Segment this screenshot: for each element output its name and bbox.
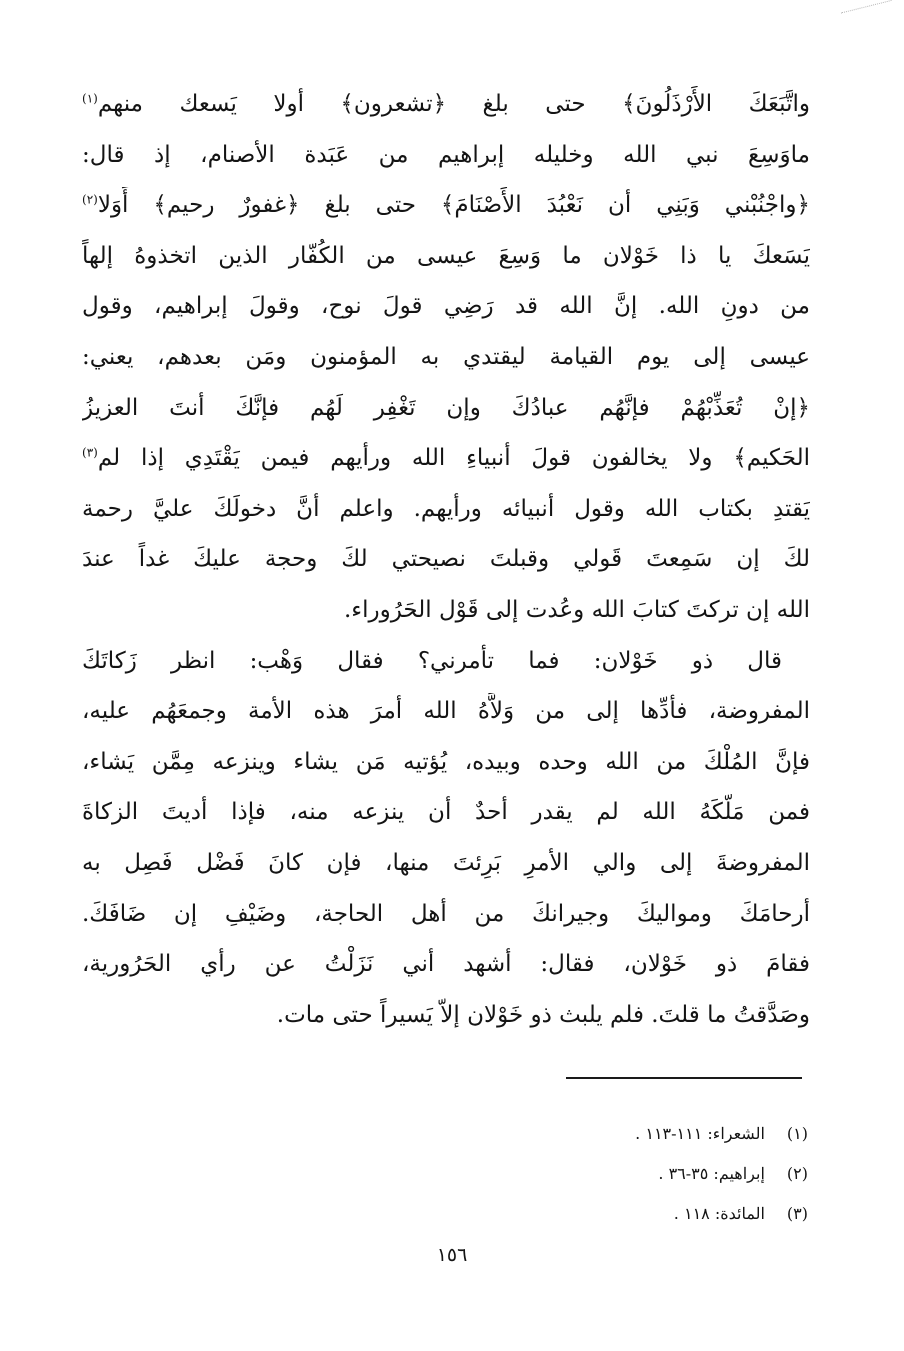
text-line: قال ذو خَوْلان: فما تأمرني؟ فقال وَهْب: انظر زَكاتَكَ xyxy=(82,647,782,674)
page-number: ١٥٦ xyxy=(436,1244,468,1266)
footnote-text: إبراهيم: ٣٥-٣٦ . xyxy=(658,1164,765,1183)
text-line: يَقتدِ بكتاب الله وقول أنبيائه ورأيهم. واعلم أنَّ دخولَكَ عليَّ رحمة xyxy=(82,495,810,522)
text-line: لكَ إن سَمِعتَ قَولي وقبلتَ نصيحتي لكَ وحجة عليكَ غداً عندَ xyxy=(82,546,810,573)
text-line: ﴿واجْنُبْني وَبَنِي أن نَعْبُدَ الأَصْنَامَ﴾ حتى بلغ ﴿غفورٌ رحيم﴾ أَوَلا$^{(٢)}$ xyxy=(82,192,810,219)
footnote-ref-1: (١) xyxy=(82,91,98,106)
text-line: من دونِ الله. إنَّ الله قد رَضِي قولَ نوح، وقولَ إبراهيم، وقول xyxy=(82,293,810,320)
footnote-number: (٢) xyxy=(786,1164,808,1183)
text-line: فمن مَلَّكَهُ الله لم يقدر أحدٌ أن ينزعه منه، فإذا أديتَ الزكاةَ xyxy=(82,799,810,826)
text-line: واتَّبَعَكَ الأَرْذَلُونَ﴾ حتى بلغ ﴿تشعرون﴾ أولا يَسعك منهم$^{(١)}$ xyxy=(82,91,810,117)
footnote-2 xyxy=(488,1154,808,1194)
paragraph-2 xyxy=(82,643,810,1048)
text-line: الحَكيم﴾ ولا يخالفون قولَ أنبياءِ الله ورأيهم فيمن يَقْتَدِي إذا لم$^{(٣)}$ xyxy=(82,445,810,472)
footnote-3 xyxy=(488,1194,808,1234)
scan-corner-mark xyxy=(841,0,895,27)
text-line: عيسى إلى يوم القيامة ليقتدي به المؤمنون ومَن بعدهم، يعني: xyxy=(82,343,810,370)
text-line: المفروضة، فأدِّها إلى من وَلاَّهُ الله أمرَ هذه الأمة وجمعَهُم عليه، xyxy=(82,698,810,725)
text-line: فقامَ ذو خَوْلان، فقال: أشهد أني نَزَلْتُ عن رأي الحَرُورية، xyxy=(82,951,810,978)
footnote-1 xyxy=(488,1114,808,1154)
footnote-number: (٣) xyxy=(786,1204,808,1223)
footnote-text: الشعراء: ١١١-١١٣ . xyxy=(635,1124,765,1143)
text-line: ﴿إنْ تُعَذِّبْهُمْ فإنَّهُم عبادُكَ وإن تَغْفِر لَهُم فإنَّكَ أنتَ العزيزُ xyxy=(82,394,810,421)
footnote-text: المائدة: ١١٨ . xyxy=(673,1204,765,1223)
text-line: ماوَسِعَ نبي الله وخليله إبراهيم من عَبَدة الأصنام، إذ قال: xyxy=(82,141,810,168)
text-line: وصَدَّقتُ ما قلتَ. فلم يلبث ذو خَوْلان إلاّ يَسيراً حتى مات. xyxy=(276,1001,810,1028)
text-line: الله إن تركتَ كتابَ الله وعُدت إلى قَوْل الحَرُوراء. xyxy=(343,596,810,623)
text-line: المفروضةَ إلى والي الأمرِ بَرِئتَ منها، فإن كانَ فَضْل فَصِل به xyxy=(82,849,810,876)
footnote-ref-2: (٢) xyxy=(82,192,98,207)
paragraph-1 xyxy=(82,86,810,643)
footnote-number: (١) xyxy=(786,1124,808,1143)
footnotes xyxy=(488,1114,808,1234)
footnote-ref-3: (٣) xyxy=(82,445,98,460)
text-line: يَسَعكَ يا ذا خَوْلان ما وَسِعَ عيسى من الكُفّار الذين اتخذوهُ إلهاً xyxy=(82,242,810,269)
text-line: أرحامَكَ ومواليكَ وجيرانكَ من أهل الحاجة، وضَيْفِ إن ضَافَكَ. xyxy=(82,900,810,927)
text-line: فإنَّ المُلْكَ من الله وحده وبيده، يُؤتيه مَن يشاء وينزعه مِمَّن يَشاء، xyxy=(82,748,810,775)
footnote-separator xyxy=(566,1077,802,1079)
main-text-body xyxy=(82,86,810,1047)
